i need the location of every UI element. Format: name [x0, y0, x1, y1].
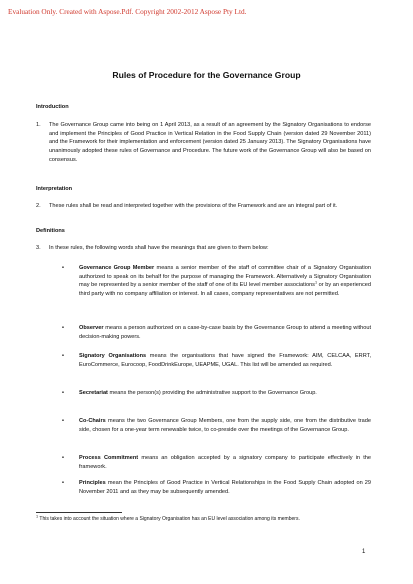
footnote-mark: 1: [36, 514, 39, 519]
definition-body: means the two Governance Group Members, one from the supply side, one from the distributive trade side, chosen for a one-year term renewable twice, to co-preside over the meetings of the Governance Group.: [79, 418, 371, 433]
watermark: Evaluation Only. Created with Aspose.Pdf. Copyright 2002-2012 Aspose Pty Ltd.: [8, 7, 247, 16]
footnote-text: This takes into account the situation where a Signatory Organisation has an EU level association among its members.: [38, 516, 300, 522]
definition-principles: [62, 479, 371, 496]
definition-observer: [62, 324, 371, 341]
bullet-icon: •: [62, 325, 64, 331]
footnote-divider: [36, 512, 122, 513]
interpretation-heading: Interpretation: [36, 186, 73, 192]
bullet-icon: •: [62, 480, 64, 486]
definition-text: [79, 417, 371, 434]
definition-term: Observer: [79, 325, 104, 331]
definition-text: [79, 324, 371, 341]
definition-term: Secretariat: [79, 390, 108, 396]
definition-signatory-organisations: [62, 352, 371, 369]
definition-text: [79, 389, 371, 398]
definition-body: means the person(s) providing the administrative support to the Governance Group.: [107, 390, 317, 396]
definition-body: mean the Principles of Good Practice in Vertical Relationships in the Food Supply Chain adopted on 29 November 2011 and as they may be subsequently amended.: [79, 480, 371, 495]
definition-secretariat: [62, 389, 371, 398]
definition-body: means a person authorized on a case-by-case basis by the Governance Group to attend a meeting without decision-making powers.: [79, 325, 371, 340]
definition-text: [79, 454, 371, 471]
definition-text: [79, 264, 371, 299]
paragraph-1: [36, 121, 371, 165]
bullet-icon: •: [62, 455, 64, 461]
definition-body-continued: or by an experienced third party with no company affiliation or interest. In all cases, company representatives are not permitted.: [79, 282, 372, 298]
paragraph-3: [36, 244, 371, 253]
paragraph-number: 1.: [36, 122, 41, 128]
definition-term: Co-Chairs: [79, 418, 106, 424]
paragraph-number: 2.: [36, 203, 41, 209]
paragraph-2: [36, 202, 371, 211]
definition-body: means an obligation accepted by a signatory company to participate effectively in the framework.: [79, 455, 371, 470]
definition-term: Process Commitment: [79, 455, 139, 461]
definition-term: Principles: [79, 480, 106, 486]
bullet-icon: •: [62, 353, 64, 359]
introduction-heading: Introduction: [36, 104, 69, 110]
paragraph-number: 3.: [36, 245, 41, 251]
bullet-icon: •: [62, 418, 64, 424]
footnote: [36, 516, 366, 523]
paragraph-text: In these rules, the following words shall have the meanings that are given to them below:: [49, 245, 269, 251]
definition-process-commitment: [62, 454, 371, 471]
bullet-icon: •: [62, 265, 64, 271]
definition-text: [79, 352, 371, 369]
document-title: Rules of Procedure for the Governance Group: [112, 70, 301, 80]
definition-co-chairs: [62, 417, 371, 434]
definitions-heading: Definitions: [36, 228, 65, 234]
footnote-reference: 1: [314, 280, 318, 285]
definition-body: means the organisations that have signed the Framework: AIM, CELCAA, ERRT, EuroCommerce, Eurocoop, FoodDrinkEurope, UEAPME, UGAL. This list will be amended as required.: [79, 353, 371, 368]
bullet-icon: •: [62, 390, 64, 396]
definition-body: means a senior member of the staff of committee chair of a Signatory Organisation authorized to speak on its behalf for the purpose of managing the Framework. Alternatively a Signatory Organisation may be represented by a senior member of the staff of one of its EU level member associations: [79, 265, 371, 289]
paragraph-text: These rules shall be read and interpreted together with the provisions of the Framework and are an integral part of it.: [49, 203, 338, 209]
definition-term: Signatory Organisations: [79, 353, 147, 359]
paragraph-text: The Governance Group came into being on 1 April 2013, as a result of an agreement by the Signatory Organisations to endorse and implement the Principles of Good Practice in Vertical Relation in the Food Supply Chain (version dated 29 November 2011) and the Framework for their implementation and enforcement (version dated 25 January 2013). The Signatory Organisations have unanimously adopted these rules of Governance and Procedure. The future work of the Governance Group will also be based on consensus.: [49, 122, 371, 163]
page-number: 1: [362, 549, 366, 555]
definition-text: [79, 479, 371, 496]
definition-term: Governance Group Member: [79, 265, 155, 271]
definition-governance-group-member: [62, 264, 371, 299]
